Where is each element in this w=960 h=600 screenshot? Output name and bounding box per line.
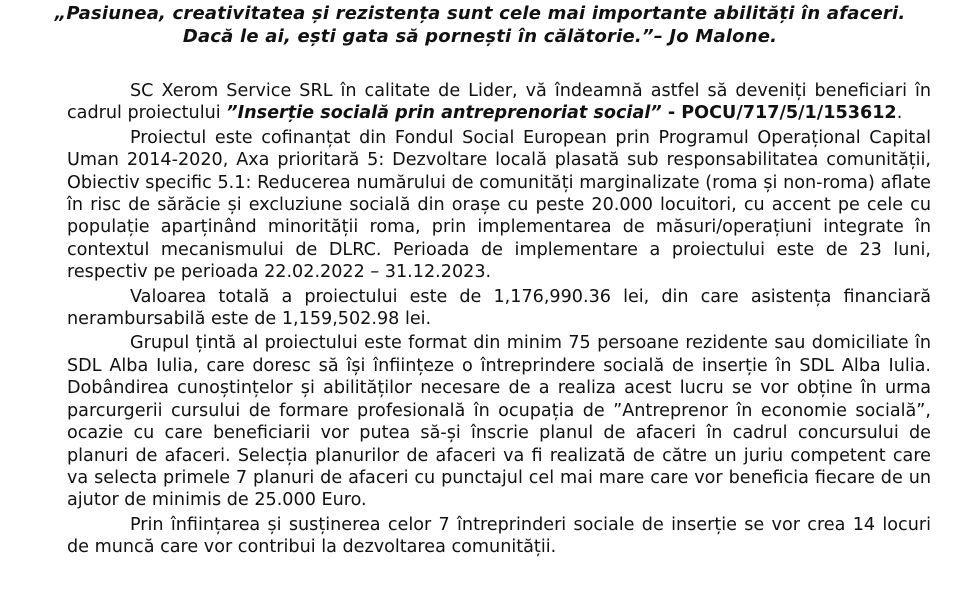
paragraph-jobs: Prin înființarea și susținerea celor 7 întreprinderi sociale de inserție se vor crea 14 locuri de muncă care vor contribui la dezvoltarea comunității. [67, 514, 931, 558]
paragraph-funding: Proiectul este cofinanțat din Fondul Social European prin Programul Operațional Capital Uman 2014-2020, Axa prioritară 5: Dezvoltare locală plasată sub responsabilitatea comunității, Obiectiv specific 5.1: Reducerea numărului de comunități marginalizate (roma și non-roma) aflate în risc de sărăcie și excluziune socială din orașe cu peste 20.000 locuitori, cu accent pe cele cu populație aparținând minorității roma, prin implementarea de măsuri/operațiuni integrate în contextul mecanismului de DLRC. Perioada de implementare a proiectului este de 23 luni, respectiv pe perioada 22.02.2022 – 31.12.2023. [67, 127, 931, 283]
title-dash: - [661, 103, 682, 124]
quote: „Pasiunea, creativitatea și rezistența sunt cele mai importante abilități în afaceri. Dacă le ai, ești gata să pornești în călătorie.”– Jo Malone. [54, 3, 906, 47]
paragraph-target-group: Grupul țintă al proiectului este format din minim 75 persoane rezidente sau domiciliate în SDL Alba Iulia, care doresc să își înființeze o întreprindere socială de inserție în SDL Alba Iulia. Dobândirea cunoștințelor și abilităților necesare de a realiza acest lucru se vor obține în urma parcurgerii cursului de formare profesională în ocupația de ”Antreprenor în economie socială”, ocazie cu care beneficiarii vor putea să-și înscrie planul de afaceri în cadrul concursului de planuri de afaceri. Selecția planurilor de afaceri va fi realizată de către un juriu competent care va selecta primele 7 planuri de afaceri cu punctajul cel mai mare care vor beneficia fiecare de un ajutor de minimis de 25.000 Euro. [67, 333, 931, 511]
project-title: ”Inserție socială prin antreprenoriat social” [226, 103, 662, 124]
paragraph-project-intro [67, 80, 931, 125]
document-body [67, 80, 931, 559]
intro-text: SC Xerom Service SRL în calitate de Lider, vă îndeamnă astfel să deveniți beneficiari în cadrul proiectului [67, 81, 931, 124]
paragraph-value: Valoarea totală a proiectului este de 1,176,990.36 lei, din care asistența financiară nerambursabilă este de 1,159,502.98 lei. [67, 286, 931, 330]
project-code: POCU/717/5/1/153612 [681, 103, 897, 124]
intro-end: . [896, 103, 903, 124]
